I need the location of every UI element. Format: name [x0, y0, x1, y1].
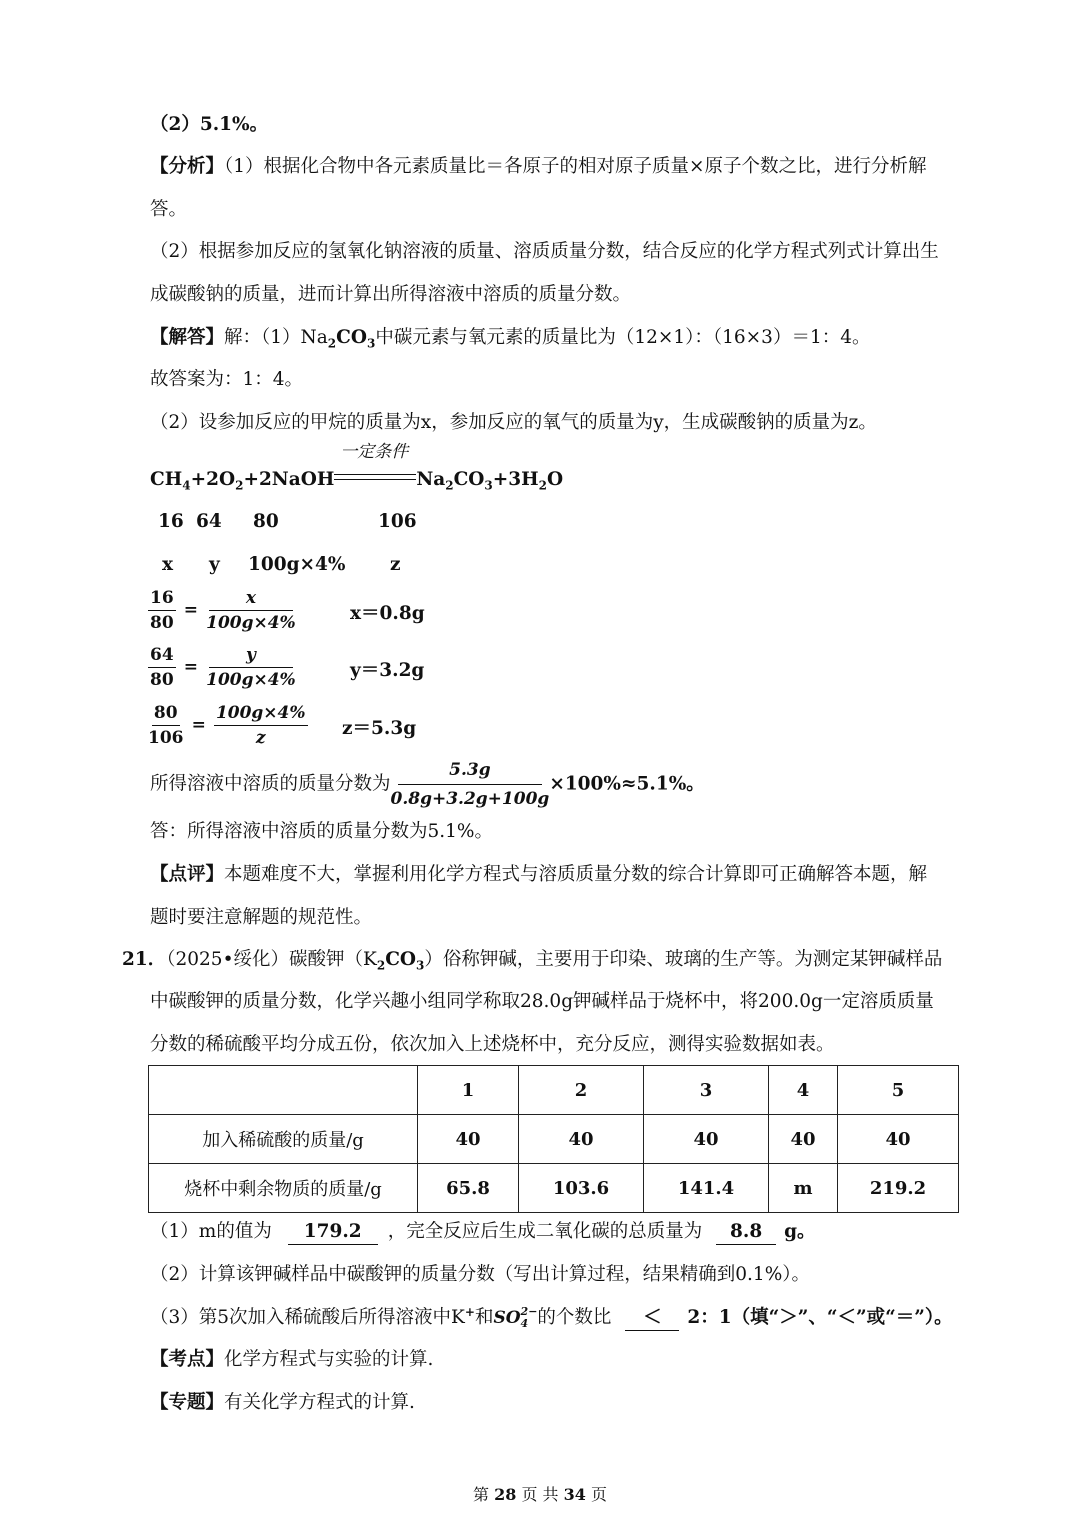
ratio-1-result: x＝0.8g: [350, 603, 425, 624]
sub3-mid: 的个数比: [537, 1307, 612, 1328]
kaodian-text: 化学方程式与实验的计算.: [224, 1349, 434, 1370]
ratio-2: $\frac{64}{80}$ = $\frac{y}{100g\times 4\%}$: [150, 645, 296, 690]
q21-line-3: 分数的稀硫酸平均分成五份，依次加入上述烧杯中，充分反应，测得实验数据如表。: [150, 1034, 835, 1055]
comment-tag: 【点评】: [150, 864, 225, 885]
q21-line-2: 中碳酸钾的质量分数，化学兴趣小组同学称取28.0g钾碱样品于烧杯中，将200.0g一定溶质质量: [150, 991, 934, 1012]
sub1-pre: （1）m的值为: [150, 1221, 272, 1242]
footer-post: 页: [591, 1485, 608, 1504]
ratio-2-num-l: 64: [148, 645, 176, 668]
zhuanti-text: 有关化学方程式的计算.: [224, 1392, 415, 1413]
double-line-icon: [334, 474, 416, 480]
q21-line1-post: ）俗称钾碱，主要用于印染、玻璃的生产等。为测定某钾碱样品: [424, 949, 943, 970]
mass-fraction-frac: [391, 758, 550, 811]
q21-line1-co: CO: [385, 949, 417, 970]
ratio-3-left: [148, 703, 184, 748]
mass-fraction-num: 5.3g: [398, 758, 542, 785]
mass-16: 16: [158, 511, 184, 532]
ratio-2-right: [206, 645, 296, 690]
eq-rhs-1: 2: [445, 478, 454, 493]
sub-question-2: （2）计算该钾碱样品中碳酸钾的质量分数（写出计算过程，结果精确到0.1%）。: [150, 1264, 811, 1285]
table-cell: m: [769, 1164, 838, 1213]
ratio-3-den-r: z: [255, 728, 266, 748]
sub-question-1: [150, 1220, 816, 1245]
analysis-line-1b: 答。: [150, 199, 188, 220]
answer-1-pre: 解：（1）Na: [224, 327, 328, 348]
table-cell: 加入稀硫酸的质量/g: [149, 1115, 418, 1164]
ratio-1: $\frac{16}{80}$ = $\frac{x}{100g\times 4\%}$: [150, 588, 296, 633]
answer-blank-ratio: ＜: [625, 1306, 679, 1331]
table-cell: 40: [519, 1115, 644, 1164]
sub3-pre: （3）第5次加入稀硫酸后所得溶液中K: [150, 1307, 465, 1328]
eq-lhs-4: +2NaOH: [243, 469, 335, 490]
q21-number: 21．: [122, 949, 167, 970]
sub-question-3: [150, 1306, 953, 1331]
ratio-2-left: [148, 645, 176, 690]
table-cell: 1: [418, 1066, 519, 1115]
answer-line-1: [150, 326, 871, 350]
analysis-line-2a: （2）根据参加反应的氢氧化钠溶液的质量、溶质质量分数，结合反应的化学方程式列式计算出生: [150, 241, 939, 262]
eq-rhs-4: +3H: [492, 469, 539, 490]
reaction-arrow: [334, 442, 416, 492]
q21-line1-pre: （2025•绥化）碳酸钾（K: [166, 949, 377, 970]
sub3-and: 和: [474, 1307, 494, 1328]
mass-fraction-pre: 所得溶液中溶质的质量分数为: [150, 773, 391, 795]
kaodian-tag: 【考点】: [150, 1349, 225, 1370]
table-cell: 65.8: [418, 1164, 519, 1213]
eq-lhs-0: CH: [150, 469, 183, 490]
mass-80: 80: [253, 511, 279, 532]
table-cell: 40: [644, 1115, 769, 1164]
table-cell: 40: [769, 1115, 838, 1164]
eq-rhs-2: CO: [453, 469, 485, 490]
unknown-z: z: [390, 554, 401, 575]
answer-tag: 【解答】: [150, 327, 225, 348]
ratio-2-result: y＝3.2g: [350, 660, 425, 681]
sub3-so-sub: 4: [520, 1317, 529, 1330]
ratio-1-right: [206, 588, 296, 633]
ratio-3-right: [214, 703, 308, 748]
eq-rhs-5: 2: [538, 478, 547, 493]
footer-pre: 第: [472, 1485, 489, 1504]
chemical-equation: [150, 442, 564, 493]
reaction-condition: 一定条件: [340, 442, 409, 462]
ratio-3-den-l: 106: [148, 728, 184, 748]
table-cell: 103.6: [519, 1164, 644, 1213]
table-cell: 40: [838, 1115, 959, 1164]
sub3-so: SO: [493, 1308, 521, 1328]
table-cell: [149, 1066, 418, 1115]
analysis-text-1a: （1）根据化合物中各元素质量比＝各原子的相对原子质量×原子个数之比，进行分析解: [224, 156, 927, 177]
ratio-1-num-l: 16: [148, 588, 176, 611]
ratio-1-num-r: x: [209, 588, 293, 611]
mass-64: 64: [196, 511, 222, 532]
answer-1-sub2: 3: [366, 336, 376, 351]
answer-line-2: （2）设参加反应的甲烷的质量为x，参加反应的氧气的质量为y，生成碳酸钠的质量为z。: [150, 412, 877, 433]
eq-rhs-3: 3: [484, 478, 493, 493]
table-cell: 5: [838, 1066, 959, 1115]
sub1-mid: ，完全反应后生成二氧化碳的总质量为: [387, 1221, 703, 1242]
analysis-line-1: [150, 155, 927, 179]
table-header-row: [149, 1066, 959, 1115]
footer-mid: 页 共: [521, 1485, 559, 1504]
q21-line1-sub: 2: [376, 958, 386, 973]
ratio-3-result: z＝5.3g: [342, 718, 417, 739]
eq-lhs-3: 2: [235, 478, 244, 493]
ratio-3-num-r: 100g×4%: [214, 703, 308, 726]
ratio-1-den-l: 80: [150, 613, 174, 633]
page-footer: [0, 1482, 1080, 1505]
table-cell: 141.4: [644, 1164, 769, 1213]
ratio-1-den-r: 100g×4%: [206, 613, 296, 633]
eq-lhs-2: +2O: [190, 469, 236, 490]
ratio-1-left: [148, 588, 176, 633]
ratio-3-num-l: 80: [152, 703, 180, 726]
ratio-2-den-r: 100g×4%: [206, 670, 296, 690]
footer-total-pages: 34: [563, 1485, 586, 1504]
sub1-post: g。: [784, 1221, 816, 1242]
sub3-post: 2：1（填“＞”、“＜”或“＝”）。: [687, 1307, 953, 1328]
eq-lhs-1: 4: [182, 478, 191, 493]
sub3-so-sup: 2−: [520, 1305, 538, 1318]
mass-fraction-den: 0.8g+3.2g+100g: [390, 789, 550, 809]
comment-line-2: 题时要注意解题的规范性。: [150, 907, 373, 928]
mass-106: 106: [378, 511, 417, 532]
mass-fraction-post: ×100%≈5.1%。: [549, 773, 705, 795]
zhuanti-tag: 【专题】: [150, 1392, 225, 1413]
q21-line1-sub2: 3: [416, 958, 425, 973]
answer-1-sub1: 2: [327, 336, 337, 351]
table-row: [149, 1115, 959, 1164]
answer-blank-co2: 8.8: [716, 1220, 776, 1245]
final-answer: 答：所得溶液中溶质的质量分数为5.1%。: [150, 821, 494, 842]
unknown-x: x: [162, 554, 174, 575]
comment-text-a: 本题难度不大，掌握利用化学方程式与溶质质量分数的综合计算即可正确解答本题，解: [224, 864, 928, 885]
table-cell: 烧杯中剩余物质的质量/g: [149, 1164, 418, 1213]
ratio-2-den-l: 80: [150, 670, 174, 690]
table-row: [149, 1164, 959, 1213]
zhuanti-line: [150, 1391, 415, 1415]
table-cell: 219.2: [838, 1164, 959, 1213]
analysis-line-2b: 成碳酸钠的质量，进而计算出所得溶液中溶质的质量分数。: [150, 284, 632, 305]
eq-rhs-6: O: [547, 469, 564, 490]
kaodian-line: [150, 1348, 433, 1372]
table-cell: 40: [418, 1115, 519, 1164]
answer-1-post: 中碳元素与氧元素的质量比为（12×1）：（16×3）＝1：4。: [375, 327, 871, 348]
footer-page-number: 28: [494, 1485, 517, 1504]
answer-line-5-1: （2）5.1%。: [150, 114, 269, 135]
table-cell: 4: [769, 1066, 838, 1115]
sub3-sup-k: +: [464, 1304, 475, 1319]
table-cell: 2: [519, 1066, 644, 1115]
answer-blank-m: 179.2: [288, 1220, 378, 1245]
comment-line-1: [150, 863, 927, 887]
ratio-2-num-r: y: [209, 645, 293, 668]
eq-rhs-0: Na: [416, 469, 446, 490]
table-cell: 3: [644, 1066, 769, 1115]
q21-line-1: [122, 948, 942, 972]
unknown-y: y: [209, 554, 220, 575]
answer-1-co: CO: [336, 327, 367, 348]
experiment-table: [148, 1065, 959, 1213]
analysis-tag: 【分析】: [150, 156, 225, 177]
unknown-naoh: 100g×4%: [248, 554, 346, 575]
ratio-3: $\frac{80}{106}$ = $\frac{100g\times 4\%}{z}$: [148, 703, 306, 748]
answer-result: 故答案为：1：4。: [150, 369, 304, 390]
mass-fraction-line: [150, 758, 705, 811]
